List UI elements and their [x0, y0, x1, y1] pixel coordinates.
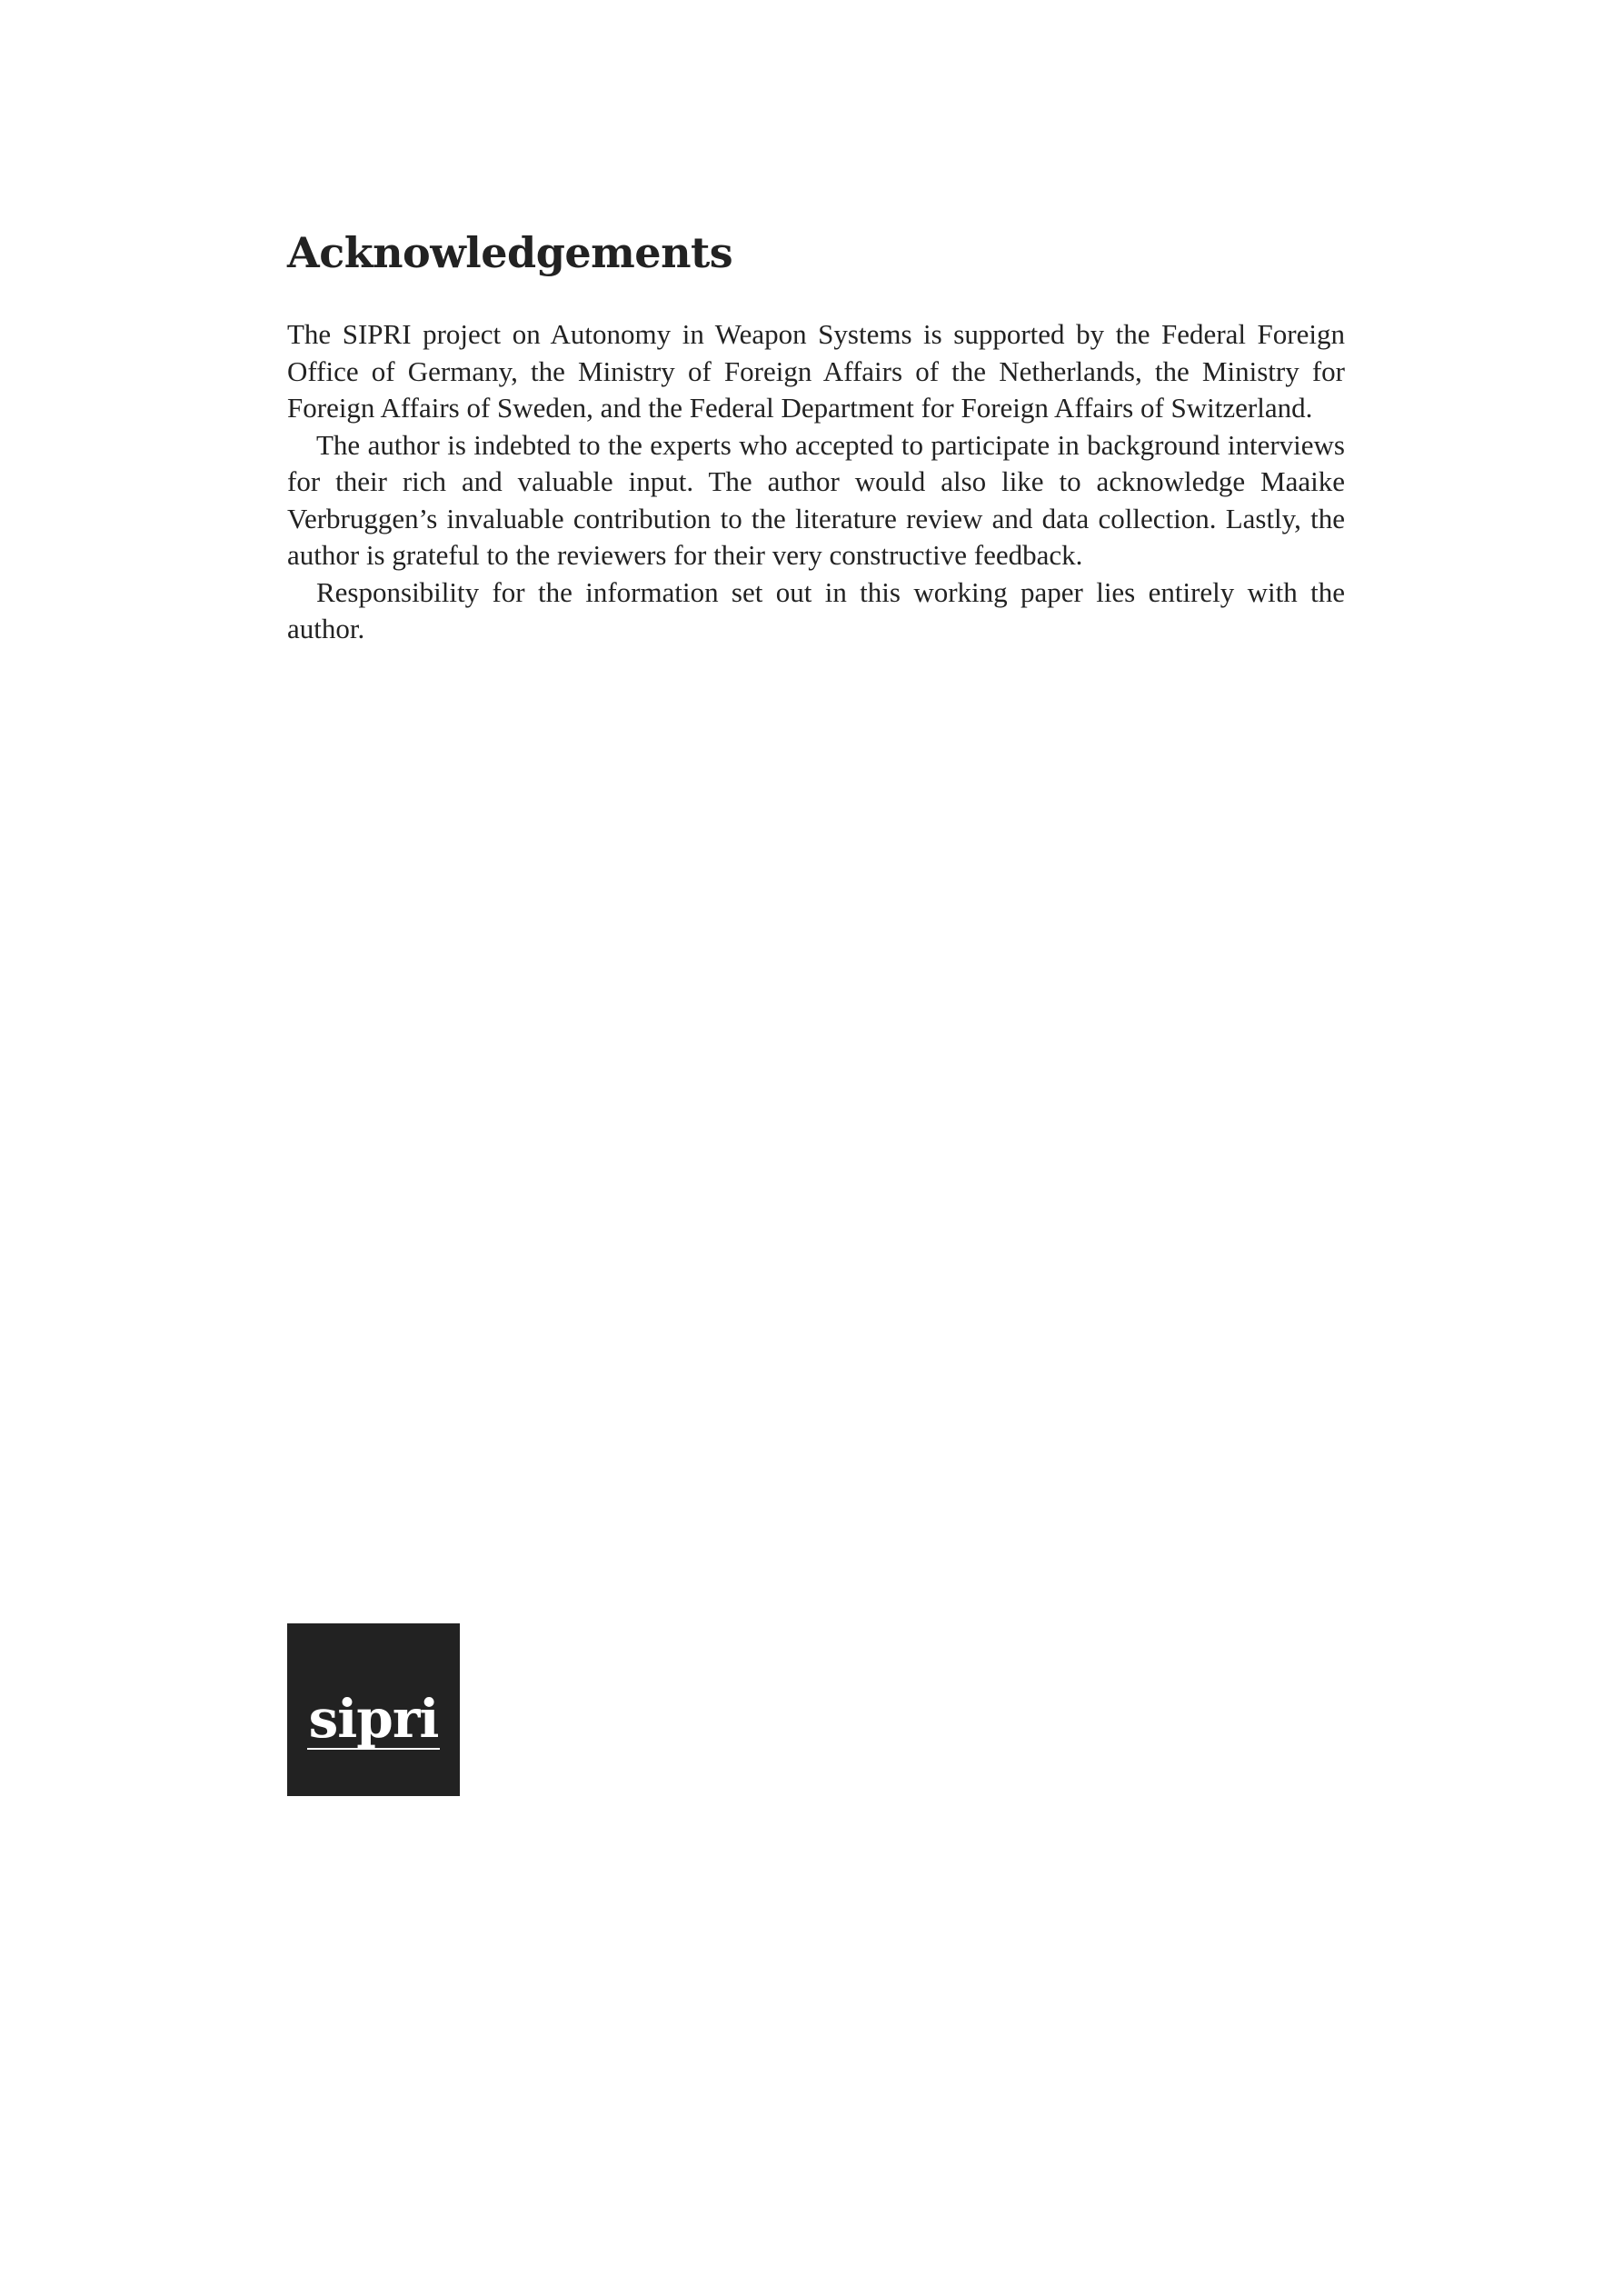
- paragraph-thanks: The author is indebted to the experts who accepted to participate in background interviews for their rich and valuable input. The author would also like to acknowledge Maaike Verbruggen’s invaluable contribution to the literature review and data collection. Lastly, the author is grateful to the reviewers for their very constructive feedback.: [287, 428, 1345, 571]
- sipri-logo-text: sipri: [308, 1688, 439, 1750]
- page-title: Acknowledgements: [287, 228, 733, 277]
- paragraph-funding: The SIPRI project on Autonomy in Weapon Systems is supported by the Federal Foreign Office of Germany, the Ministry of Foreign Affairs of the Netherlands, the Ministry for Foreign Affairs of Sweden, and the Federal Department for Foreign Affairs of Switzerland.: [287, 318, 1345, 424]
- body-text: [287, 316, 1345, 648]
- paragraph-responsibility: Responsibility for the information set out in this working paper lies entirely with the author.: [287, 575, 1345, 644]
- acknowledgements-section: [287, 225, 1345, 648]
- sipri-logo: [287, 1623, 460, 1796]
- sipri-logo-mark: [287, 1623, 460, 1796]
